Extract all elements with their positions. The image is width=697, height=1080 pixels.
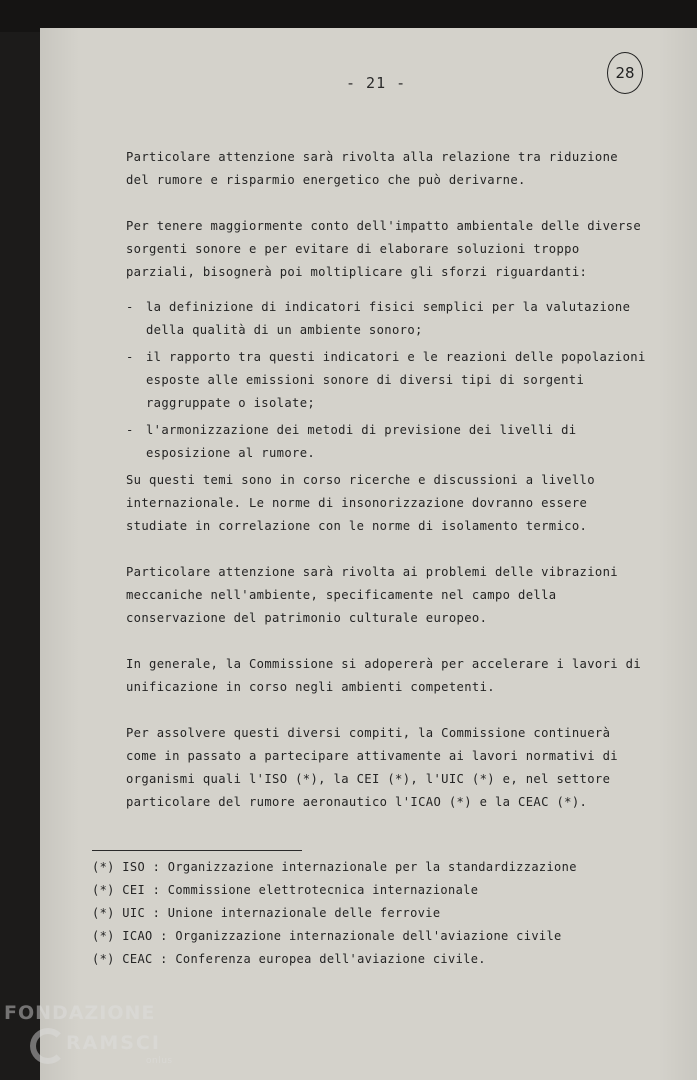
paragraph-energy: Particolare attenzione sarà rivolta alla relazione tra riduzione del rumore e risparmio energetico che può derivarne. — [126, 150, 618, 187]
paragraph-unification: In generale, la Commissione si adopererà per accelerare i lavori di unificazione in corso negli ambienti competenti. — [126, 657, 642, 694]
paragraph-impact: Per tenere maggiormente conto dell'impatto ambientale delle diverse sorgenti sonore e per evitare di elaborare soluzioni troppo parziali, bisognerà poi moltiplicare gli sforzi riguardanti: — [126, 219, 642, 279]
list-item: - l'armonizzazione dei metodi di previsione dei livelli di esposizione al rumore. — [126, 423, 577, 460]
fondazione-gramsci-watermark — [4, 1002, 194, 1080]
paragraph-organisms: Per assolvere questi diversi compiti, la Commissione continuerà come in passato a partecipare attivamente ai lavori normativi di organismi quali l'ISO (*), la CEI (*), l'UIC (*) e, nel settore particolare del rumore aeronautico l'ICAO (*) e la CEAC (*). — [126, 726, 618, 809]
footnote-icao: (*) ICAO : Organizzazione internazionale dell'aviazione civile — [92, 929, 562, 943]
footnote-cei: (*) CEI : Commissione elettrotecnica internazionale — [92, 883, 479, 897]
list-item: - il rapporto tra questi indicatori e le reazioni delle popolazioni esposte alle emissioni sonore di diversi tipi di sorgenti raggruppate o isolate; — [126, 350, 646, 410]
document-page — [40, 28, 697, 1080]
page-number: - 21 - — [346, 74, 407, 92]
watermark-g-logo-icon — [30, 1028, 66, 1064]
bullet-list — [126, 296, 646, 465]
footnote-iso: (*) ISO : Organizzazione internazionale per la standardizzazione — [92, 860, 577, 874]
footnote-divider — [92, 850, 302, 851]
watermark-line1: FONDAZIONE — [4, 1002, 156, 1024]
body-text — [126, 146, 646, 837]
footnote-uic: (*) UIC : Unione internazionale delle ferrovie — [92, 906, 441, 920]
watermark-line3: onlus — [146, 1056, 173, 1066]
paragraph-research: Su questi temi sono in corso ricerche e discussioni a livello internazionale. Le norme di insonorizzazione dovranno essere studiate in correlazione con le norme di isolamento termico. — [126, 473, 595, 533]
footnotes — [92, 856, 612, 971]
watermark-line2: RAMSCI — [66, 1032, 161, 1054]
circled-page-number: 28 — [607, 52, 643, 94]
footnote-ceac: (*) CEAC : Conferenza europea dell'aviazione civile. — [92, 952, 486, 966]
paragraph-vibrations: Particolare attenzione sarà rivolta ai problemi delle vibrazioni meccaniche nell'ambiente, specificamente nel campo della conservazione del patrimonio culturale europeo. — [126, 565, 618, 625]
list-item: - la definizione di indicatori fisici semplici per la valutazione della qualità di un ambiente sonoro; — [126, 300, 631, 337]
